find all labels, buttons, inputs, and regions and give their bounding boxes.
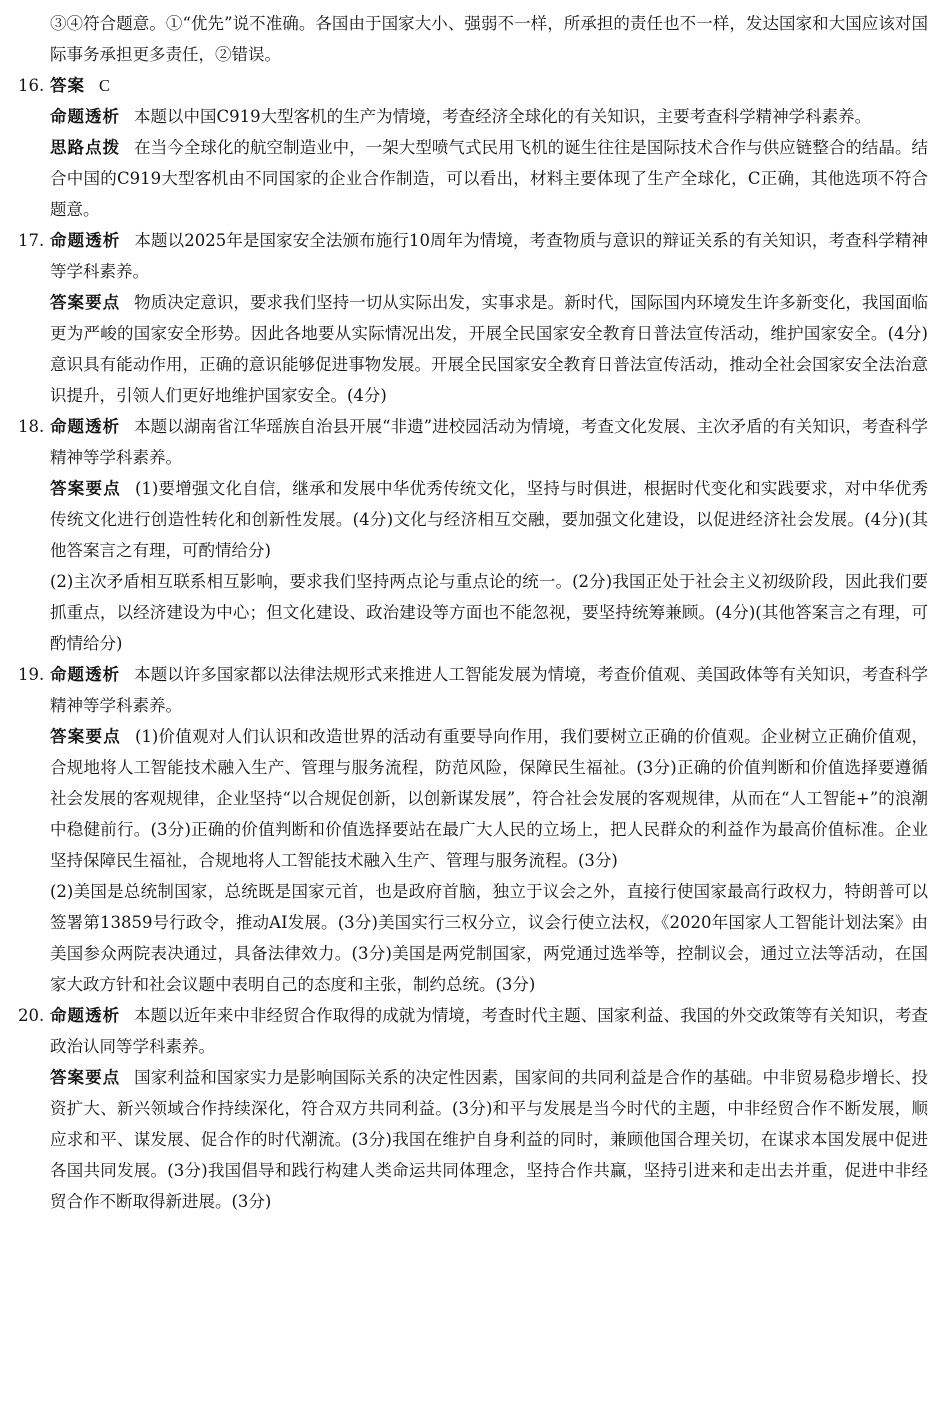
question-number: 17. <box>18 231 45 250</box>
analysis-item <box>50 1000 928 1062</box>
question-18 <box>18 411 929 659</box>
analysis-item <box>50 659 928 721</box>
key-points-label: 答案要点 <box>50 479 121 498</box>
hint-item <box>50 132 928 225</box>
question-number: 16. <box>18 76 45 95</box>
analysis-text: 本题以2025年是国家安全法颁布施行10周年为情境，考查物质与意识的辩证关系的有关知识，考查科学精神等学科素养。 <box>50 231 929 281</box>
key-points-item <box>50 721 928 876</box>
continued-text-block <box>24 8 928 70</box>
analysis-label: 命题透析 <box>50 665 121 684</box>
analysis-text: 本题以湖南省江华瑶族自治县开展“非遗”进校园活动为情境，考查文化发展、主次矛盾的有关知识，考查科学精神等学科素养。 <box>50 417 928 467</box>
analysis-item <box>50 411 928 473</box>
key-points-label: 答案要点 <box>50 1068 121 1087</box>
analysis-text: 本题以中国C919大型客机的生产为情境，考查经济全球化的有关知识，主要考查科学精神学科素养。 <box>134 107 872 126</box>
analysis-item <box>50 225 928 287</box>
key-points-text-1: (1)价值观对人们认识和改造世界的活动有重要导向作用，我们要树立正确的价值观。企业树立正确价值观，合规地将人工智能技术融入生产、管理与服务流程，防范风险，保障民生福祉。(3分)正确的价值判断和价值选择要遵循社会发展的客观规律，企业坚持“以合规促创新，以创新谋发展”，符合社会发展的客观规律，从而在“人工智能+”的浪潮中稳健前行。(3分)正确的价值判断和价值选择要站在最广大人民的立场上，把人民群众的利益作为最高价值标准。企业坚持保障民生福祉，合规地将人工智能技术融入生产、管理与服务流程。(3分) <box>50 727 929 870</box>
analysis-label: 命题透析 <box>50 231 121 250</box>
answer-line <box>50 70 928 101</box>
continued-text: ③④符合题意。①“优先”说不准确。各国由于国家大小、强弱不一样，所承担的责任也不一样，发达国家和大国应该对国际事务承担更多责任，②错误。 <box>50 14 928 64</box>
key-points-item <box>50 287 928 411</box>
key-points-label: 答案要点 <box>50 727 121 746</box>
key-points-part-2: (2)美国是总统制国家，总统既是国家元首，也是政府首脑，独立于议会之外，直接行使国家最高行政权力，特朗普可以签署第13859号行政令，推动AI发展。(3分)美国实行三权分立，议会行使立法权，《2020年国家人工智能计划法案》由美国参众两院表决通过，具备法律效力。(3分)美国是两党制国家，两党通过选举等，控制议会，通过立法等活动，在国家大政方针和社会议题中表明自己的态度和主张，制约总统。(3分) <box>50 882 928 994</box>
answer-value: C <box>99 76 111 95</box>
key-points-text: 国家利益和国家实力是影响国际关系的决定性因素，国家间的共同利益是合作的基础。中非贸易稳步增长、投资扩大、新兴领域合作持续深化，符合双方共同利益。(3分)和平与发展是当今时代的主题，中非经贸合作不断发展，顺应求和平、谋发展、促合作的时代潮流。(3分)我国在维护自身利益的同时，兼顾他国合理关切，在谋求本国发展中促进各国共同发展。(3分)我国倡导和践行构建人类命运共同体理念，坚持合作共赢，坚持引进来和走出去并重，促进中非经贸合作不断取得新进展。(3分) <box>50 1068 929 1211</box>
key-points-text-1: (1)要增强文化自信，继承和发展中华优秀传统文化，坚持与时俱进，根据时代变化和实践要求，对中华优秀传统文化进行创造性转化和创新性发展。(4分)文化与经济相互交融，要加强文化建设，以促进经济社会发展。(4分)(其他答案言之有理，可酌情给分) <box>50 479 929 560</box>
question-number: 20. <box>18 1006 45 1025</box>
question-number: 19. <box>18 665 45 684</box>
hint-text: 在当今全球化的航空制造业中，一架大型喷气式民用飞机的诞生往往是国际技术合作与供应链整合的结晶。结合中国的C919大型客机由不同国家的企业合作制造，可以看出，材料主要体现了生产全球化，C正确，其他选项不符合题意。 <box>50 138 929 219</box>
key-points-part-2: (2)主次矛盾相互联系相互影响，要求我们坚持两点论与重点论的统一。(2分)我国正处于社会主义初级阶段，因此我们要抓重点，以经济建设为中心；但文化建设、政治建设等方面也不能忽视，要坚持统筹兼顾。(4分)(其他答案言之有理，可酌情给分) <box>50 572 928 653</box>
analysis-label: 命题透析 <box>50 1006 121 1025</box>
answer-label: 答案 <box>50 76 85 95</box>
hint-label: 思路点拨 <box>50 138 121 157</box>
analysis-text: 本题以许多国家都以法律法规形式来推进人工智能发展为情境，考查价值观、美国政体等有关知识，考查科学精神等学科素养。 <box>50 665 929 715</box>
analysis-item <box>50 101 928 132</box>
key-points-item <box>50 473 928 566</box>
analysis-text: 本题以近年来中非经贸合作取得的成就为情境，考查时代主题、国家利益、我国的外交政策等有关知识，考查政治认同等学科素养。 <box>50 1006 929 1056</box>
question-16 <box>18 70 929 225</box>
key-points-label: 答案要点 <box>50 293 121 312</box>
question-number: 18. <box>18 417 45 436</box>
question-20 <box>18 1000 929 1217</box>
analysis-label: 命题透析 <box>50 417 121 436</box>
key-points-text: 物质决定意识，要求我们坚持一切从实际出发，实事求是。新时代，国际国内环境发生许多新变化，我国面临更为严峻的国家安全形势。因此各地要从实际情况出发，开展全民国家安全教育日普法宣传活动，维护国家安全。(4分)意识具有能动作用，正确的意识能够促进事物发展。开展全民国家安全教育日普法宣传活动，推动全社会国家安全法治意识提升，引领人们更好地维护国家安全。(4分) <box>50 293 929 405</box>
question-19 <box>18 659 929 1000</box>
analysis-label: 命题透析 <box>50 107 120 126</box>
question-17 <box>18 225 929 411</box>
key-points-item <box>50 1062 928 1217</box>
